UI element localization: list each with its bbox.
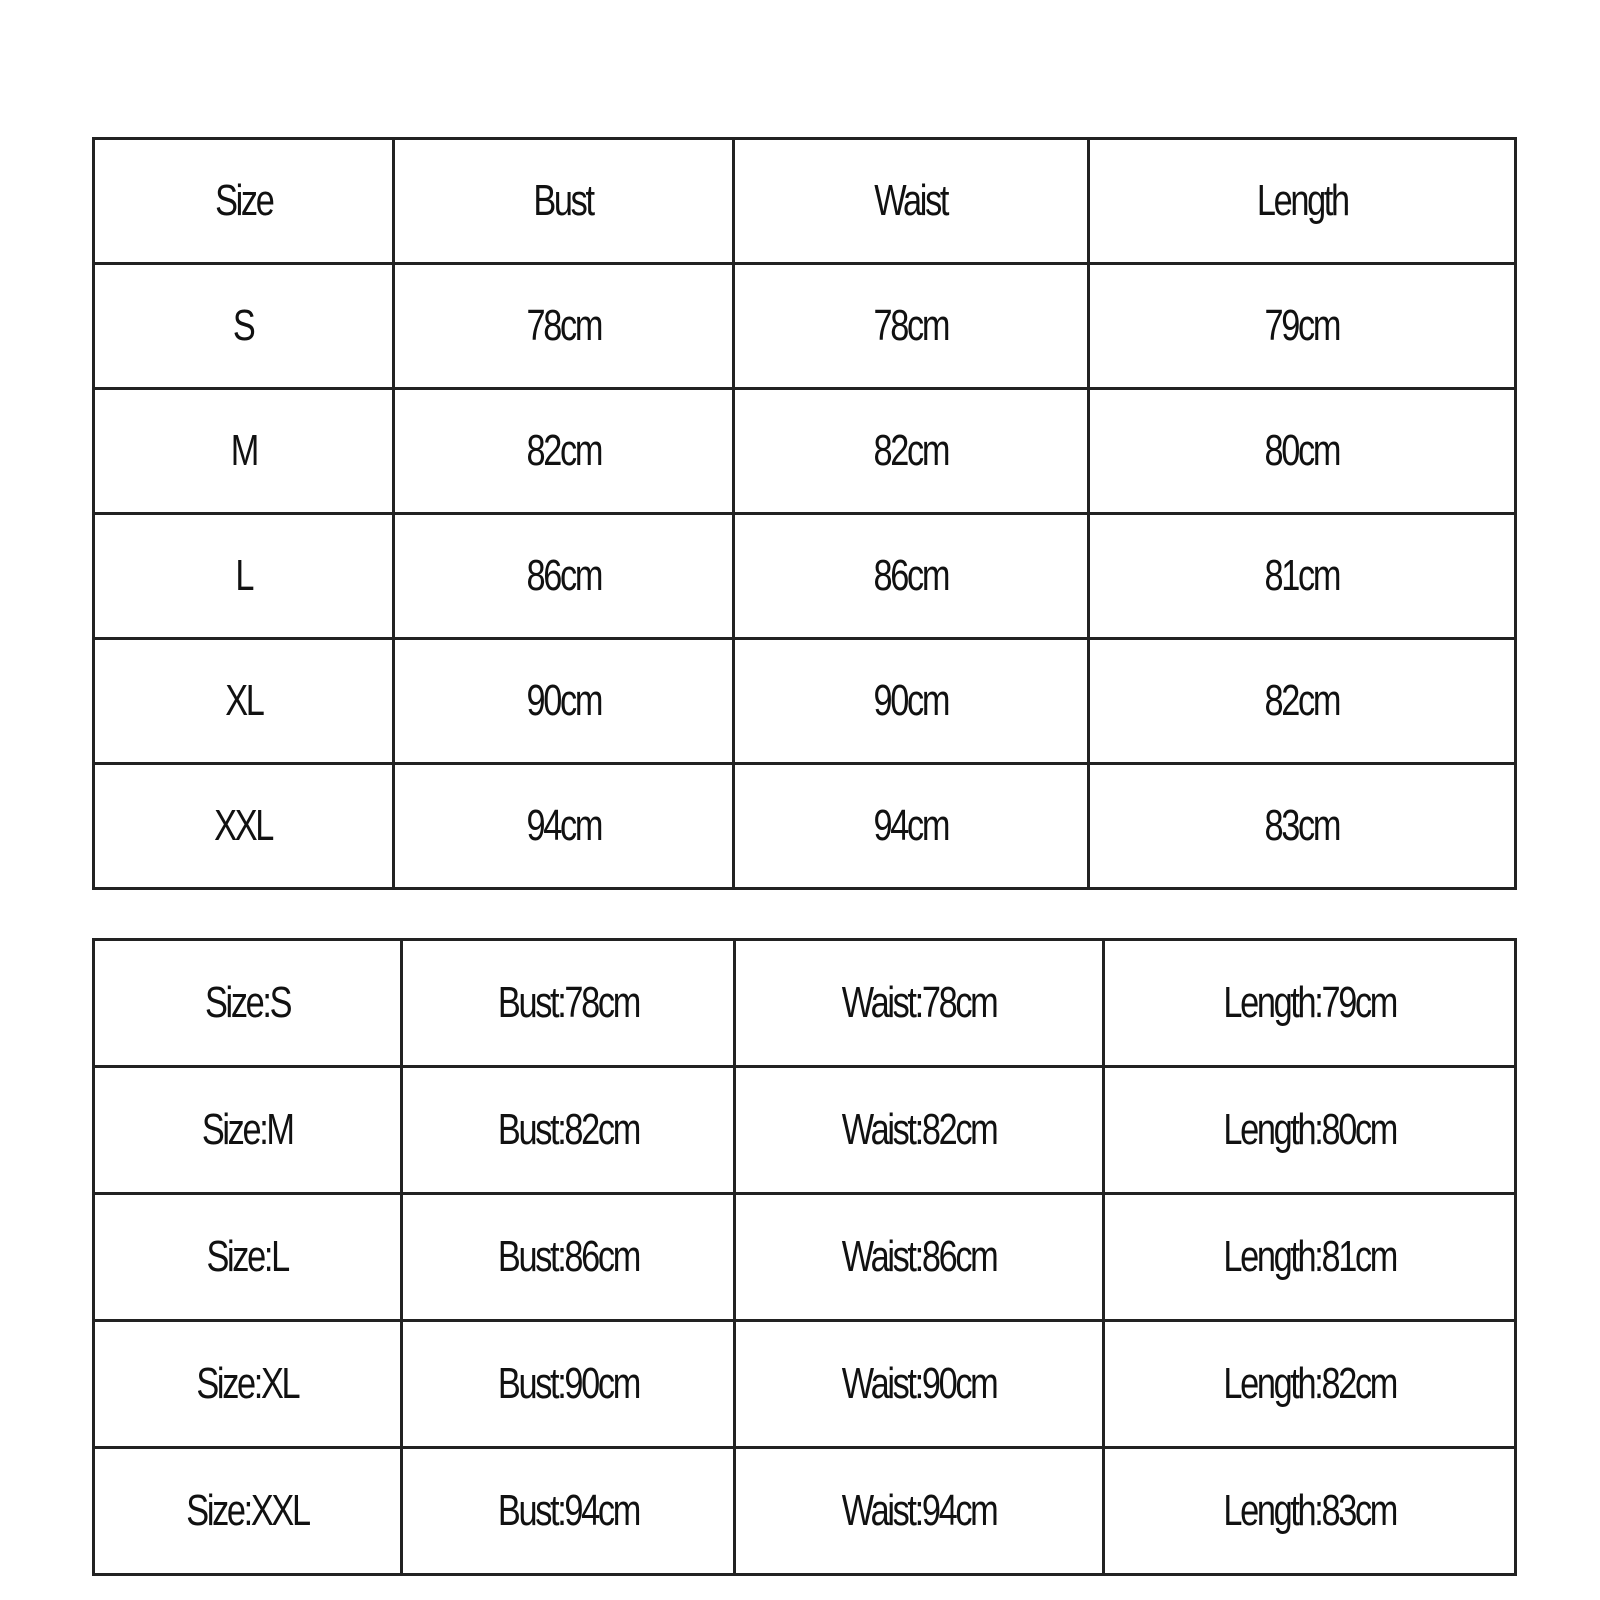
- header-length-label: Length: [1256, 176, 1348, 225]
- table-cell: [94, 514, 394, 639]
- table-cell: [94, 764, 394, 889]
- size-value: Size:XL: [196, 1359, 299, 1408]
- length-value: 79cm: [1264, 301, 1340, 350]
- table-row: [94, 1194, 1516, 1321]
- table-cell: [734, 264, 1089, 389]
- table-row: [94, 264, 1516, 389]
- header-cell-size: [94, 139, 394, 264]
- table-cell: [1104, 1448, 1516, 1575]
- table-row: [94, 514, 1516, 639]
- table-cell: [1104, 1067, 1516, 1194]
- length-value: Length:81cm: [1223, 1232, 1396, 1281]
- bust-value: Bust:82cm: [497, 1105, 639, 1154]
- table-cell: [394, 764, 734, 889]
- bust-value: Bust:78cm: [497, 978, 639, 1027]
- length-value: 83cm: [1264, 801, 1340, 850]
- length-value: Length:83cm: [1223, 1486, 1396, 1535]
- waist-value: Waist:82cm: [841, 1105, 997, 1154]
- bust-value: 94cm: [526, 801, 601, 850]
- table-cell: [734, 514, 1089, 639]
- length-value: 82cm: [1264, 676, 1340, 725]
- header-bust-label: Bust: [533, 176, 594, 225]
- table-row: [94, 639, 1516, 764]
- table-cell: [394, 514, 734, 639]
- length-value: 81cm: [1264, 551, 1340, 600]
- table-cell: [402, 1321, 735, 1448]
- waist-value: Waist:94cm: [841, 1486, 997, 1535]
- table-row: [94, 764, 1516, 889]
- size-chart-table-bottom: [92, 938, 1517, 1576]
- table-row: [94, 1067, 1516, 1194]
- table-cell: [1104, 1321, 1516, 1448]
- table-cell: [402, 1448, 735, 1575]
- table-cell: [94, 1194, 402, 1321]
- waist-value: Waist:86cm: [841, 1232, 997, 1281]
- size-value: M: [230, 426, 257, 475]
- table-cell: [735, 940, 1104, 1067]
- size-value: L: [235, 551, 252, 600]
- table-cell: [1089, 639, 1516, 764]
- table-row: [94, 389, 1516, 514]
- header-waist-label: Waist: [874, 176, 948, 225]
- table-cell: [734, 764, 1089, 889]
- table-cell: [402, 940, 735, 1067]
- table-cell: [734, 389, 1089, 514]
- table-cell: [735, 1067, 1104, 1194]
- waist-value: 78cm: [873, 301, 949, 350]
- table-cell: [94, 639, 394, 764]
- length-value: Length:82cm: [1223, 1359, 1396, 1408]
- waist-value: Waist:90cm: [841, 1359, 997, 1408]
- table-cell: [394, 639, 734, 764]
- table-row: [94, 1448, 1516, 1575]
- size-value: Size:L: [206, 1232, 289, 1281]
- size-value: Size:S: [204, 978, 291, 1027]
- table-cell: [394, 264, 734, 389]
- waist-value: 94cm: [873, 801, 949, 850]
- table-cell: [735, 1321, 1104, 1448]
- size-value: XXL: [214, 801, 273, 850]
- table-cell: [734, 639, 1089, 764]
- table-cell: [735, 1194, 1104, 1321]
- table-cell: [1089, 764, 1516, 889]
- table-cell: [94, 940, 402, 1067]
- bust-value: 86cm: [526, 551, 601, 600]
- header-size-label: Size: [214, 176, 273, 225]
- size-value: Size:M: [202, 1105, 293, 1154]
- waist-value: 86cm: [873, 551, 949, 600]
- table-cell: [1104, 1194, 1516, 1321]
- bust-value: 90cm: [526, 676, 601, 725]
- waist-value: 90cm: [873, 676, 949, 725]
- table-row: [94, 1321, 1516, 1448]
- table-cell: [735, 1448, 1104, 1575]
- bust-value: Bust:90cm: [497, 1359, 639, 1408]
- table-cell: [94, 1448, 402, 1575]
- size-chart-table-top: [92, 137, 1517, 890]
- waist-value: Waist:78cm: [841, 978, 997, 1027]
- size-value: XL: [224, 676, 263, 725]
- table-cell: [1104, 940, 1516, 1067]
- size-value: Size:XXL: [186, 1486, 309, 1535]
- table-cell: [402, 1067, 735, 1194]
- table-cell: [394, 389, 734, 514]
- table-cell: [402, 1194, 735, 1321]
- table-header-row: [94, 139, 1516, 264]
- header-cell-waist: [734, 139, 1089, 264]
- table-cell: [94, 1067, 402, 1194]
- bust-value: Bust:94cm: [497, 1486, 639, 1535]
- header-cell-length: [1089, 139, 1516, 264]
- table-row: [94, 940, 1516, 1067]
- length-value: Length:79cm: [1223, 978, 1396, 1027]
- bust-value: Bust:86cm: [497, 1232, 639, 1281]
- length-value: 80cm: [1264, 426, 1340, 475]
- bust-value: 82cm: [526, 426, 601, 475]
- table-cell: [94, 389, 394, 514]
- header-cell-bust: [394, 139, 734, 264]
- table-cell: [94, 1321, 402, 1448]
- size-value: S: [233, 301, 254, 350]
- waist-value: 82cm: [873, 426, 949, 475]
- table-cell: [1089, 514, 1516, 639]
- table-cell: [1089, 389, 1516, 514]
- table-cell: [94, 264, 394, 389]
- table-cell: [1089, 264, 1516, 389]
- length-value: Length:80cm: [1223, 1105, 1396, 1154]
- bust-value: 78cm: [526, 301, 601, 350]
